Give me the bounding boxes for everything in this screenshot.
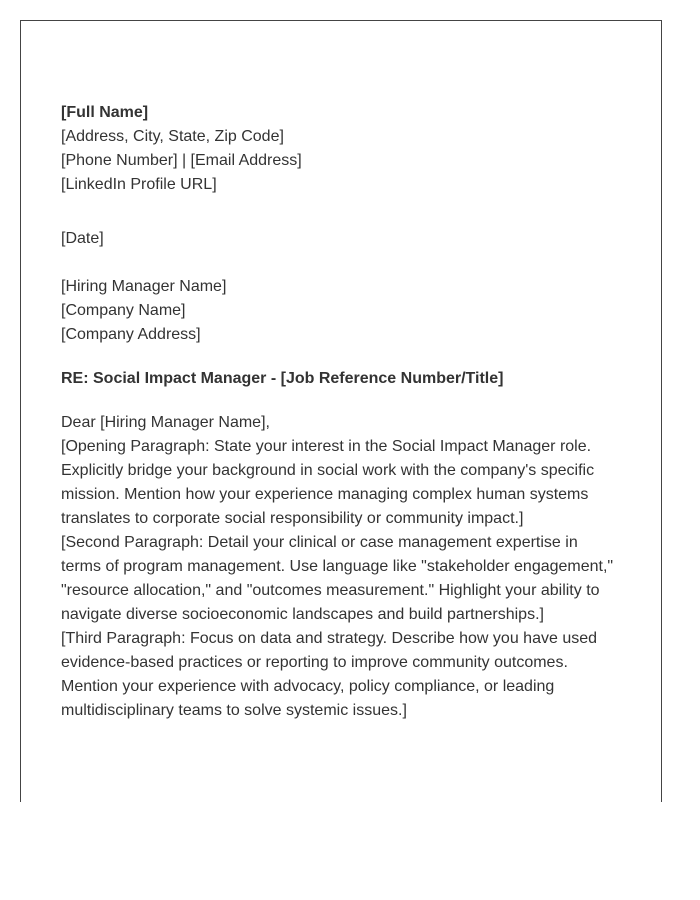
- letter-subject: RE: Social Impact Manager - [Job Reference Number/Title]: [61, 370, 504, 387]
- recipient-block: [61, 275, 621, 347]
- recipient-name: [Hiring Manager Name]: [61, 278, 227, 295]
- subject-block: [61, 367, 621, 391]
- recipient-company: [Company Name]: [61, 302, 186, 319]
- letter-salutation: Dear [Hiring Manager Name],: [61, 414, 270, 431]
- sender-address: [Address, City, State, Zip Code]: [61, 128, 284, 145]
- sender-linkedin: [LinkedIn Profile URL]: [61, 176, 217, 193]
- date-block: [61, 227, 621, 251]
- third-paragraph: [Third Paragraph: Focus on data and strategy. Describe how you have used evidence-based practices or reporting to improve community outcomes. Mention your experience with advocacy, policy compliance, or leading multidisciplinary teams to solve systemic issues.]: [61, 630, 598, 719]
- opening-paragraph: [Opening Paragraph: State your interest in the Social Impact Manager role. Explicitly bridge your background in social work with the company's specific mission. Mention how your experience managing complex human systems translates to corporate social responsibility or community impact.]: [61, 438, 595, 527]
- salutation-block: [61, 411, 621, 435]
- sender-contact: [Phone Number] | [Email Address]: [61, 152, 302, 169]
- letter-content: [61, 101, 621, 723]
- sender-block: [61, 101, 621, 197]
- letter-date: [Date]: [61, 230, 104, 247]
- sender-name: [Full Name]: [61, 104, 149, 121]
- letter-page: [20, 20, 662, 802]
- second-paragraph: [Second Paragraph: Detail your clinical or case management expertise in terms of program management. Use language like "stakeholder engagement," "resource allocation," and "outcomes measurement." Highlight your ability to navigate diverse socioeconomic landscapes and build partnerships.]: [61, 534, 614, 623]
- recipient-address: [Company Address]: [61, 326, 201, 343]
